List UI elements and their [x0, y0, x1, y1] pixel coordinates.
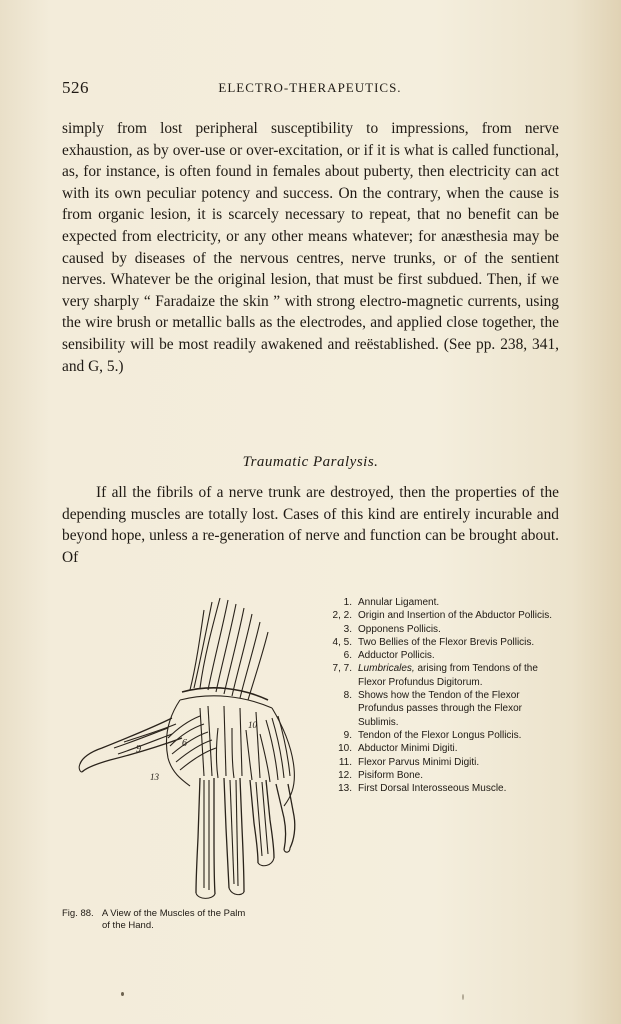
legend-italic-term: Lumbricales,	[358, 663, 415, 675]
body-paragraph-2: If all the fibrils of a nerve trunk are destroyed, then the properties of the depending muscles are totally lost. Cases of this kind are entirely incurable and beyond hope, unless a re-generation of nerve and function can be brought about. Of	[62, 484, 559, 566]
legend-number: 11.	[338, 756, 352, 768]
legend-number: 13.	[338, 783, 352, 795]
legend-text: Pisiform Bone.	[358, 769, 424, 781]
legend-text: Adductor Pollicis.	[358, 650, 435, 662]
body-paragraph-1: simply from lost peripheral susceptibility to impressions, from nerve exhaustion, as by over-use or over-excitation, or if it is what is called functional, as, for instance, is often found in females about puberty, then electricity can act with its own peculiar potency and success. On the contrary, when the cause is from organic lesion, it is scarcely necessary to repeat, that no benefit can be expected from electricity, or any other means whatever; for anæsthesia may be caused by diseases of the nervous centres, nerve trunks, or of the sentient nerves. Whatever be the original lesion, that must be first subdued. Then, if we very sharply “ Faradaize the skin ” with strong electro-magnetic currents, using the wire brush or metallic balls as the electrodes, and applied close together, the sensibility will be most readily awakened and reëstablished. (See pp. 238, 341, and G, 5.)	[62, 120, 559, 375]
legend-number: 1.	[343, 597, 352, 608]
palm-muscles-engraving	[72, 588, 322, 908]
hand-muscle-illustration	[72, 588, 322, 908]
running-title: ELECTRO-THERAPEUTICS.	[218, 80, 402, 95]
legend-text: Flexor Parvus Minimi Digiti.	[358, 756, 480, 768]
figure-caption	[62, 908, 292, 932]
page-header	[62, 78, 558, 100]
legend-item	[330, 636, 562, 649]
legend-text: Opponens Pollicis.	[358, 623, 441, 635]
legend-item	[330, 649, 562, 662]
page-number: 526	[62, 78, 89, 97]
callout-13: 13	[150, 772, 159, 782]
legend-item	[330, 729, 562, 742]
legend-text: Origin and Insertion of the Abductor Pollicis.	[358, 610, 552, 622]
legend-number: 6.	[343, 650, 352, 662]
figure-legend	[330, 596, 562, 795]
legend-item	[330, 623, 562, 636]
legend-text: Shows how the Tendon of the Flexor Profundus passes through the Flexor Sublimis.	[358, 690, 522, 728]
callout-6: 6	[182, 738, 187, 749]
callout-10: 10	[248, 720, 257, 730]
legend-text: Annular Ligament.	[358, 597, 440, 608]
legend-text: First Dorsal Interosseous Muscle.	[358, 783, 507, 795]
caption-line-2: of the Hand.	[102, 920, 154, 931]
legend-text: Two Bellies of the Flexor Brevis Pollicis.	[358, 636, 535, 648]
legend-number: 7, 7.	[332, 663, 352, 675]
legend-item	[330, 782, 562, 795]
legend-item	[330, 609, 562, 622]
legend-number: 9.	[343, 729, 352, 741]
legend-number: 3.	[343, 623, 352, 635]
section-heading: Traumatic Paralysis.	[242, 454, 379, 470]
legend-item	[330, 662, 562, 689]
legend-item	[330, 742, 562, 755]
legend-number: 2, 2.	[332, 610, 352, 622]
figure-label: Fig. 88.	[62, 908, 94, 919]
paper-speck	[121, 992, 124, 996]
legend-text: Tendon of the Flexor Longus Pollicis.	[358, 729, 522, 741]
legend-text: arising from Tendons of the Flexor Profundus Digitorum.	[358, 663, 538, 688]
legend-item	[330, 769, 562, 782]
legend-number: 12.	[338, 769, 352, 781]
legend-text: Abductor Minimi Digiti.	[358, 743, 458, 755]
legend-number: 8.	[343, 690, 352, 702]
legend-number: 10.	[338, 743, 352, 755]
legend-item	[330, 756, 562, 769]
legend-item	[330, 689, 562, 729]
legend-item	[330, 596, 562, 609]
paper-speck	[462, 994, 464, 1000]
caption-line-1: A View of the Muscles of the Palm	[101, 908, 246, 919]
legend-number: 4, 5.	[332, 636, 352, 648]
callout-9: 9	[136, 744, 141, 755]
